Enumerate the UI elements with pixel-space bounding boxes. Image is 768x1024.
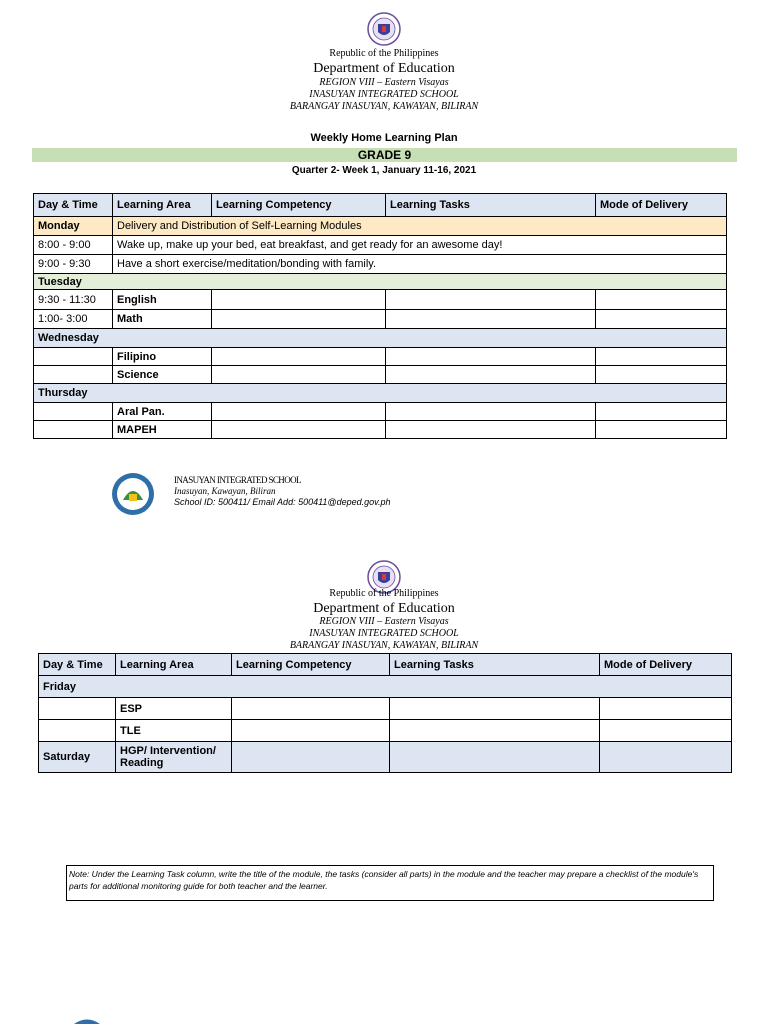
time-cell: 1:00- 3:00 (34, 310, 113, 329)
col-learning-tasks: Learning Tasks (390, 654, 600, 676)
department-title: Department of Education (313, 61, 455, 76)
col-learning-tasks: Learning Tasks (386, 194, 596, 217)
day-label-friday: Friday (39, 676, 732, 698)
table-row (39, 742, 732, 773)
region-text: REGION VIII – Eastern Visayas (319, 616, 449, 627)
day-label-thursday: Thursday (34, 384, 727, 403)
grade-band: GRADE 9 (32, 148, 737, 162)
activity-cell: Wake up, make up your bed, eat breakfast, and get ready for an awesome day! (113, 236, 727, 255)
address-text: BARANGAY INASUYAN, KAWAYAN, BILIRAN (289, 640, 479, 651)
table-row (34, 274, 727, 290)
activity-cell: Have a short exercise/meditation/bonding with family. (113, 255, 727, 274)
address-text: BARANGAY INASUYAN, KAWAYAN, BILIRAN (289, 101, 479, 112)
day-label-wednesday: Wednesday (34, 329, 727, 348)
school-text: INASUYAN INTEGRATED SCHOOL (309, 89, 459, 100)
col-mode-of-delivery: Mode of Delivery (596, 194, 727, 217)
table-row (34, 255, 727, 274)
note-box: Note: Under the Learning Task column, write the title of the module, the tasks (consider all parts) in the module and the teacher may prepare a checklist of the module's parts for additional monitoring guide for both teacher and the learner. (66, 865, 714, 901)
department-title: Department of Education (313, 601, 455, 616)
region-text: REGION VIII – Eastern Visayas (319, 77, 449, 88)
time-cell: 9:30 - 11:30 (34, 290, 113, 310)
learning-plan-table-2 (38, 653, 732, 773)
learning-plan-table (33, 193, 727, 439)
table-row (34, 310, 727, 329)
table-row (34, 403, 727, 421)
footer-school-name: INASUYAN INTEGRATED SCHOOL (174, 475, 301, 485)
table-row (34, 217, 727, 236)
school-logo-icon (72, 1019, 102, 1024)
school-logo-icon (111, 472, 155, 516)
area-cell: MAPEH (113, 421, 212, 439)
table-row (34, 384, 727, 403)
col-mode-of-delivery: Mode of Delivery (600, 654, 732, 676)
area-cell: ESP (116, 698, 232, 720)
table-row (39, 676, 732, 698)
table-row (34, 329, 727, 348)
table-row (34, 290, 727, 310)
republic-text: Republic of the Philippines (329, 588, 439, 599)
day-label-saturday: Saturday (39, 742, 116, 773)
area-cell: English (113, 290, 212, 310)
quarter-text: Quarter 2- Week 1, January 11-16, 2021 (291, 165, 477, 176)
col-learning-area: Learning Area (116, 654, 232, 676)
day-label-monday: Monday (34, 217, 113, 236)
area-cell: HGP/ Intervention/ Reading (116, 742, 232, 773)
table-header-row (39, 654, 732, 676)
area-cell: Aral Pan. (113, 403, 212, 421)
table-row (39, 698, 732, 720)
school-text: INASUYAN INTEGRATED SCHOOL (309, 628, 459, 639)
col-learning-competency: Learning Competency (232, 654, 390, 676)
table-row (34, 366, 727, 384)
time-cell: 8:00 - 9:00 (34, 236, 113, 255)
col-learning-competency: Learning Competency (212, 194, 386, 217)
table-row (34, 236, 727, 255)
table-row (34, 348, 727, 366)
area-cell: Math (113, 310, 212, 329)
col-day-time: Day & Time (34, 194, 113, 217)
col-day-time: Day & Time (39, 654, 116, 676)
table-row (39, 720, 732, 742)
plan-title: Weekly Home Learning Plan (310, 132, 458, 144)
table-row (34, 421, 727, 439)
table-header-row (34, 194, 727, 217)
footer-contact: School ID: 500411/ Email Add: 500411@deped.gov.ph (174, 497, 391, 507)
footer-address: Inasuyan, Kawayan, Biliran (174, 486, 276, 496)
time-cell: 9:00 - 9:30 (34, 255, 113, 274)
deped-seal-icon (367, 10, 401, 48)
area-cell: Filipino (113, 348, 212, 366)
col-learning-area: Learning Area (113, 194, 212, 217)
republic-text: Republic of the Philippines (329, 48, 439, 59)
day-label-tuesday: Tuesday (34, 274, 727, 290)
monday-activity: Delivery and Distribution of Self-Learning Modules (113, 217, 727, 236)
area-cell: Science (113, 366, 212, 384)
area-cell: TLE (116, 720, 232, 742)
